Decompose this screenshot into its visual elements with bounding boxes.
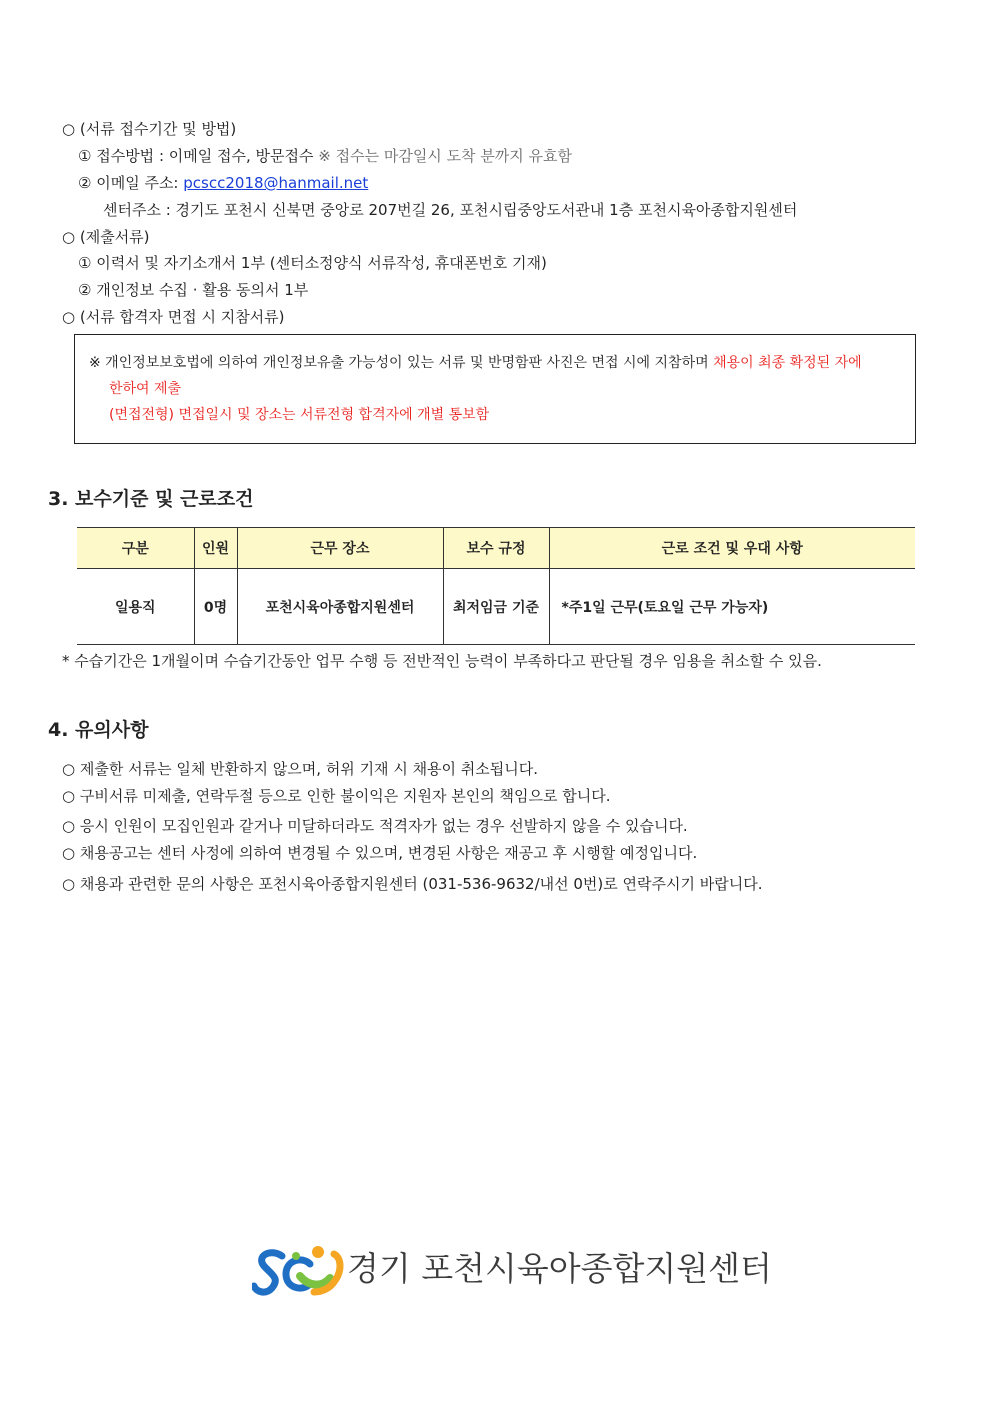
caution-item-2: ○ 구비서류 미제출, 연락두절 등으로 인한 불이익은 지원자 본인의 책임으로 합니다.	[62, 787, 611, 805]
interview-docs-heading: ○ (서류 합격자 면접 시 지참서류)	[62, 308, 285, 326]
footer-org-name: 경기 포천시육아종합지원센터	[347, 1249, 772, 1288]
caution-item-5: ○ 채용과 관련한 문의 사항은 포천시육아종합지원센터 (031-536-9632/내선 0번)로 연락주시기 바랍니다.	[62, 875, 763, 893]
sci-logo-icon	[252, 1242, 344, 1298]
receipt-email	[78, 173, 368, 193]
pay-table-header-row	[77, 528, 915, 569]
email-link[interactable]: pcscc2018@hanmail.net	[183, 174, 369, 192]
caution-item-4: ○ 채용공고는 센터 사정에 의하여 변경될 수 있으며, 변경된 사항은 재공고 후 시행할 예정입니다.	[62, 844, 698, 862]
receipt-method-note: ※ 접수는 마감일시 도착 분까지 유효함	[318, 147, 573, 165]
receipt-method	[78, 146, 572, 166]
cell-category: 일용직	[77, 569, 194, 645]
receipt-method-label: ① 접수방법 : 이메일 접수, 방문접수	[78, 147, 314, 165]
header-headcount: 인원	[194, 528, 237, 569]
notice-box	[74, 334, 916, 444]
header-pay: 보수 규정	[443, 528, 549, 569]
cell-headcount: 0명	[194, 569, 237, 645]
receipt-heading: ○ (서류 접수기간 및 방법)	[62, 120, 237, 138]
notice-line-1	[89, 353, 862, 373]
header-workplace: 근무 장소	[237, 528, 443, 569]
caution-item-3: ○ 응시 인원이 모집인원과 같거나 미달하더라도 적격자가 없는 경우 선발하지 않을 수 있습니다.	[62, 817, 688, 835]
notice-line-1-text: ※ 개인정보보호법에 의하여 개인정보유출 가능성이 있는 서류 및 반명함판 사진은 면접 시에 지참하며	[89, 355, 709, 371]
documents-heading: ○ (제출서류)	[62, 228, 150, 246]
cell-conditions: *주1일 근무(토요일 근무 가능자)	[549, 569, 915, 645]
caution-item-1: ○ 제출한 서류는 일체 반환하지 않으며, 허위 기재 시 채용이 취소됩니다.	[62, 760, 539, 778]
header-conditions: 근로 조건 및 우대 사항	[549, 528, 915, 569]
notice-line-3: (면접전형) 면접일시 및 장소는 서류전형 합격자에 개별 통보함	[109, 407, 490, 423]
section-3-title: 3. 보수기준 및 근로조건	[48, 488, 254, 510]
documents-item-1: ① 이력서 및 자기소개서 1부 (센터소정양식 서류작성, 휴대폰번호 기재)	[78, 254, 547, 272]
section-4-title: 4. 유의사항	[48, 719, 149, 741]
notice-line-2: 한하여 제출	[109, 381, 182, 397]
cell-workplace: 포천시육아종합지원센터	[237, 569, 443, 645]
email-label: ② 이메일 주소:	[78, 174, 179, 192]
header-category: 구분	[77, 528, 194, 569]
cell-pay: 최저임금 기준	[443, 569, 549, 645]
notice-line-1-highlight: 채용이 최종 확정된 자에	[713, 355, 862, 371]
table-row	[77, 569, 915, 645]
probation-footnote: * 수습기간은 1개월이며 수습기간동안 업무 수행 등 전반적인 능력이 부족하다고 판단될 경우 임용을 취소할 수 있음.	[62, 652, 822, 670]
documents-item-2: ② 개인정보 수집 · 활용 동의서 1부	[78, 281, 309, 299]
center-address: 센터주소 : 경기도 포천시 신북면 중앙로 207번길 26, 포천시립중앙도서관내 1층 포천시육아종합지원센터	[103, 201, 798, 219]
pay-table	[77, 527, 915, 645]
